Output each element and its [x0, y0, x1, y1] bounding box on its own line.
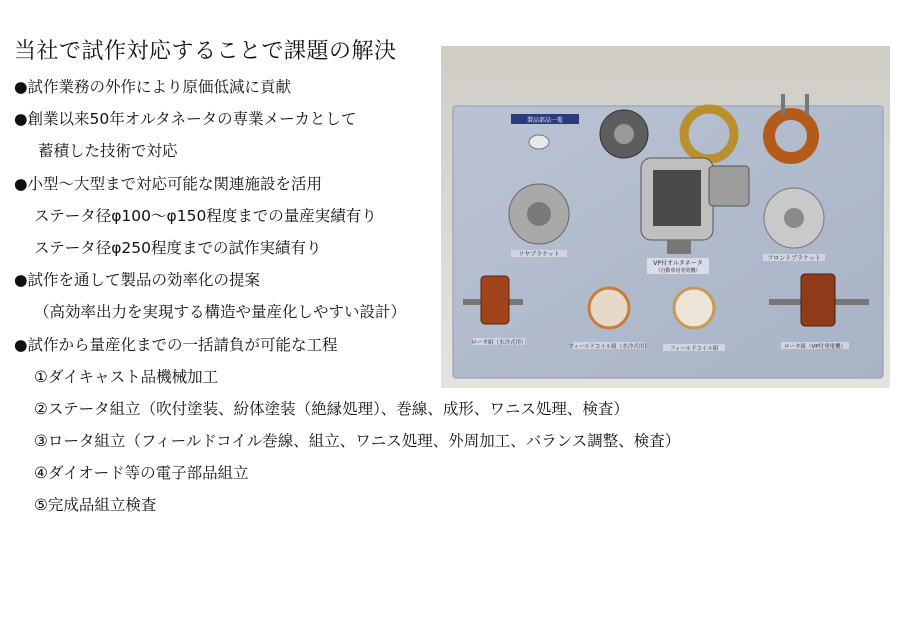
part-vacuum-pump — [709, 166, 749, 206]
label-rear-bracket: リヤブラケット — [518, 251, 560, 258]
part-stator-lead — [805, 94, 809, 116]
display-board-illustration — [441, 46, 890, 388]
part-cap — [529, 135, 549, 149]
list-item: ●創業以来50年オルタネータの専業メーカとして — [14, 110, 357, 129]
list-item: ●試作を通して製品の効率化の提案 — [14, 271, 261, 290]
part-diode-plate-hub — [614, 124, 634, 144]
list-item: ●小型～大型まで対応可能な関連施設を活用 — [14, 174, 323, 193]
list-item: ⑤完成品組立検査 — [34, 496, 157, 515]
part-stator-lead — [781, 94, 785, 116]
list-item: ●試作業務の外作により原価低減に貢献 — [14, 78, 292, 96]
list-item: ②ステータ組立（吹付塗装、紛体塗装（絶縁処理）、巻線、成形、ワニス処理、検査） — [34, 399, 629, 418]
list-item: ●試作から量産化までの一括請負が可能な工程 — [14, 335, 338, 354]
part-field-coil-left — [589, 288, 629, 328]
list-item: ステータ径φ250程度までの試作実績有り — [34, 238, 322, 257]
part-rotor-left — [481, 276, 509, 324]
part-front-bracket-hub — [784, 208, 804, 228]
part-alternator-window — [653, 170, 701, 226]
part-rear-bracket-hub — [527, 202, 551, 226]
list-item: （高効率出力を実現する構造や量産化しやすい設計） — [34, 303, 407, 322]
part-pulley — [667, 240, 691, 254]
label-main-unit-sub: （自動車用発電機） — [655, 268, 701, 274]
label-rotor-left: ロータ組（水冷式用） — [471, 340, 527, 346]
label-field-coil-right: フィールドコイル組 — [669, 346, 719, 352]
board-header-label: 製品部品一覧 — [526, 117, 564, 124]
label-field-coil-left: フィールドコイル組（水冷式用） — [568, 344, 650, 350]
list-item: ①ダイキャスト品機械加工 — [34, 367, 219, 386]
list-item: ③ロータ組立（フィールドコイル巻線、組立、ワニス処理、外周加工、バランス調整、検査） — [34, 432, 681, 451]
part-rotor-right — [801, 274, 835, 326]
list-item: 蓄積した技術で対応 — [38, 142, 178, 161]
label-front-bracket: フロントブラケット — [767, 255, 821, 262]
part-field-coil-right — [674, 288, 714, 328]
list-item: ステータ径φ100～φ150程度までの量産実績有り — [34, 206, 377, 225]
label-main-unit: VP付オルタネータ — [653, 260, 703, 267]
page-title: 当社で試作対応することで課題の解決 — [14, 39, 397, 64]
list-item: ④ダイオード等の電子部品組立 — [34, 464, 249, 483]
product-photo — [441, 46, 890, 388]
label-rotor-right: ロータ組（VP付発電機） — [783, 344, 847, 350]
